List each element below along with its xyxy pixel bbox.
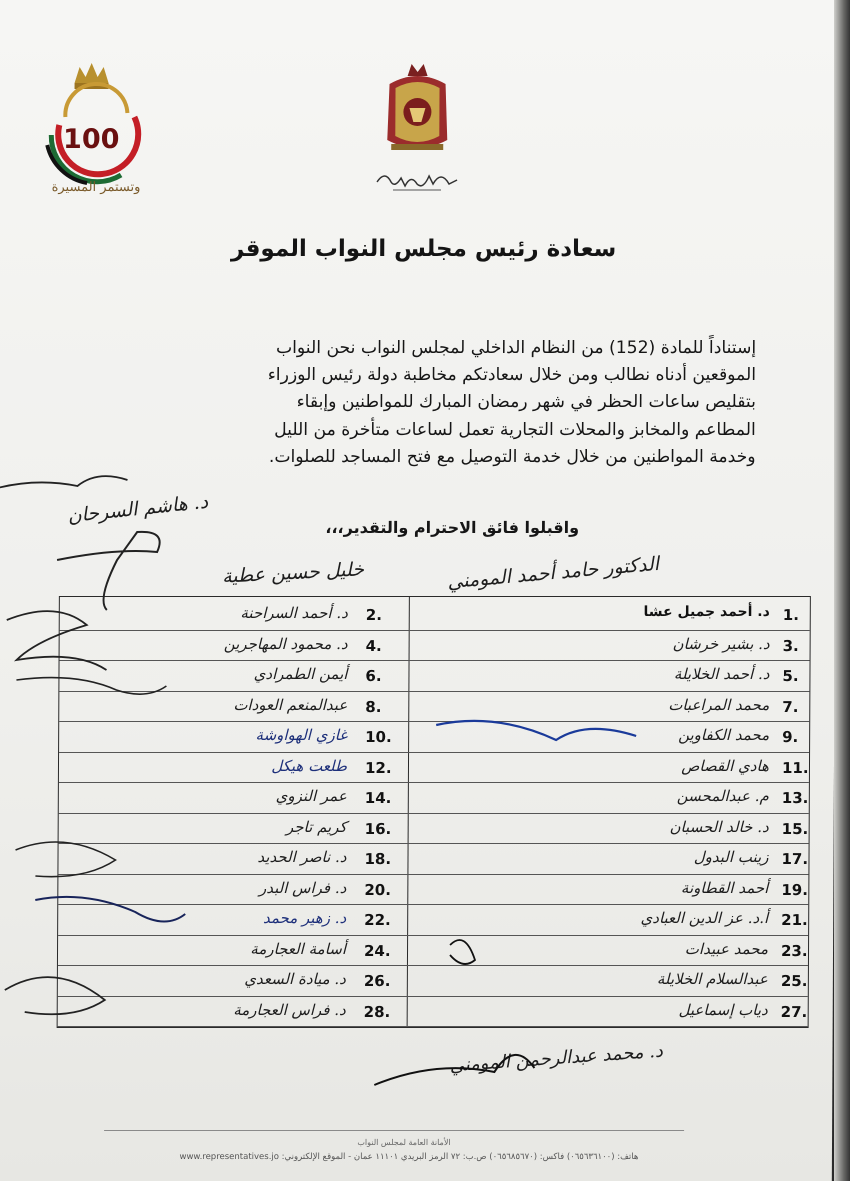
signatory-number: 9.	[782, 728, 799, 746]
centenary-logo-icon	[29, 55, 155, 200]
signatory-name: طلعت هيكل	[271, 756, 348, 775]
signatory-number: 26.	[363, 972, 391, 990]
page-edge-shadow	[834, 0, 850, 1181]
closing-salutation: واقبلوا فائق الاحترام والتقدير،،،	[325, 518, 580, 537]
signatory-name: محمد عبيدات	[684, 939, 769, 958]
signatory-name: د. أحمد السراحنة	[240, 604, 348, 622]
letter-heading: سعادة رئيس مجلس النواب الموقر	[231, 236, 617, 262]
signatory-name: د. أحمد الخلايلة	[673, 665, 770, 683]
signatory-number: 18.	[364, 850, 392, 868]
body-line: إستناداً للمادة (152) من النظام الداخلي لمجلس النواب نحن النواب	[275, 338, 757, 358]
logo-number: 100	[63, 124, 120, 155]
handwritten-signatory: د. هاشم السرحان	[66, 490, 210, 528]
signatory-number: 1.	[782, 606, 799, 624]
signatory-name: عبدالسلام الخلايلة	[656, 970, 768, 988]
signatory-name: د. زهير محمد	[262, 909, 347, 927]
signatory-name: د. فراس البدر	[259, 878, 347, 897]
signatory-name: د. فراس العجارمة	[233, 1000, 346, 1019]
signatory-number: 2.	[365, 606, 382, 624]
signatory-name: دياب إسماعيل	[678, 1000, 768, 1019]
footer-org: الأمانة العامة لمجلس النواب	[357, 1138, 451, 1147]
signatures-table	[57, 596, 811, 1028]
royal-crest-icon	[381, 60, 454, 160]
signatory-number: 27.	[780, 1002, 808, 1021]
signatory-number: 21.	[781, 911, 808, 929]
signatory-name: أسامة العجارمة	[250, 939, 347, 958]
house-signature-icon	[371, 160, 463, 196]
signatory-number: 19.	[781, 880, 808, 899]
footer-divider	[104, 1130, 684, 1131]
signatory-number: 4.	[365, 636, 382, 655]
handwritten-signatory: الدكتور حامد أحمد المومني	[446, 552, 660, 594]
signatory-number: 7.	[782, 697, 799, 716]
signatory-number: 15.	[781, 819, 809, 838]
signatory-number: 5.	[782, 667, 799, 685]
signatory-number: 3.	[782, 636, 799, 655]
body-line: الموقعين أدناه نطالب ومن خلال سعادتكم مخاطبة دولة رئيس الوزراء	[267, 365, 757, 386]
signatory-number: 10.	[365, 728, 392, 746]
signatory-name: عبدالمنعم العودات	[233, 695, 348, 714]
signatory-number: 20.	[364, 880, 391, 899]
signatory-number: 14.	[364, 789, 392, 807]
signatory-name: غازي الهواوشة	[255, 726, 348, 744]
signatory-name: د. خالد الحسبان	[669, 817, 769, 836]
signatory-name: محمد الكفاوين	[678, 726, 770, 744]
signatory-name: د. ناصر الحديد	[257, 848, 347, 866]
signatory-number: 25.	[780, 972, 808, 990]
signatory-name: د. ميادة السعدي	[244, 970, 346, 988]
signatory-number: 8.	[365, 697, 382, 716]
signatory-number: 17.	[781, 850, 809, 868]
handwritten-signatory: خليل حسين عطية	[221, 558, 365, 588]
signatory-name: كريم تاجر	[285, 817, 347, 836]
signatory-number: 11.	[781, 758, 809, 777]
signatory-number: 12.	[364, 758, 392, 777]
signatory-name: زينب البدول	[693, 848, 769, 866]
body-line: بتقليص ساعات الحظر في شهر رمضان المبارك للمواطنين وإبقاء	[296, 392, 756, 413]
body-line: وخدمة المواطنين من خلال خدمة التوصيل مع فتح المساجد للصلوات.	[268, 446, 756, 467]
signatory-name: د. أحمد جميل عشا	[643, 604, 770, 620]
signatory-number: 6.	[365, 667, 382, 685]
body-line: المطاعم والمخابز والمحلات التجارية تعمل لساعات متأخرة من الليل	[274, 419, 756, 440]
footer-contact: هاتف: (٠٦٥٦٣٦١٠٠) فاكس: (٠٦٥٦٨٥٦٧٠) ص.ب: ٧٢ الرمز البريدي ١١١٠١ عمان - الموقع الإلكتروني: www.representatives.jo	[179, 1152, 639, 1162]
handwritten-signatory: د. محمد عبدالرحمن المومني	[449, 1040, 664, 1077]
signatory-number: 16.	[364, 819, 392, 838]
signatory-number: 23.	[780, 941, 808, 960]
signatory-number: 28.	[363, 1002, 391, 1021]
signatory-name: أحمد القطاونة	[680, 878, 769, 897]
signatory-name: د. بشير خرشان	[672, 634, 770, 653]
signatory-name: عمر النزوي	[275, 787, 347, 805]
signatory-name: أيمن الطمرادي	[253, 665, 348, 683]
letter-body	[116, 335, 757, 471]
signatory-name: أ.د. عز الدين العبادي	[640, 909, 769, 927]
signatory-name: محمد المراعبات	[668, 695, 770, 714]
logo-caption: وتستمر المسيرة	[51, 180, 141, 195]
signatory-name: م. عبدالمحسن	[676, 787, 769, 805]
signatory-name: د. محمود المهاجرين	[223, 634, 348, 653]
signatory-name: هادي القصاص	[681, 756, 770, 775]
signatory-number: 22.	[364, 911, 391, 929]
signatory-number: 13.	[781, 789, 809, 807]
signatory-number: 24.	[363, 941, 391, 960]
